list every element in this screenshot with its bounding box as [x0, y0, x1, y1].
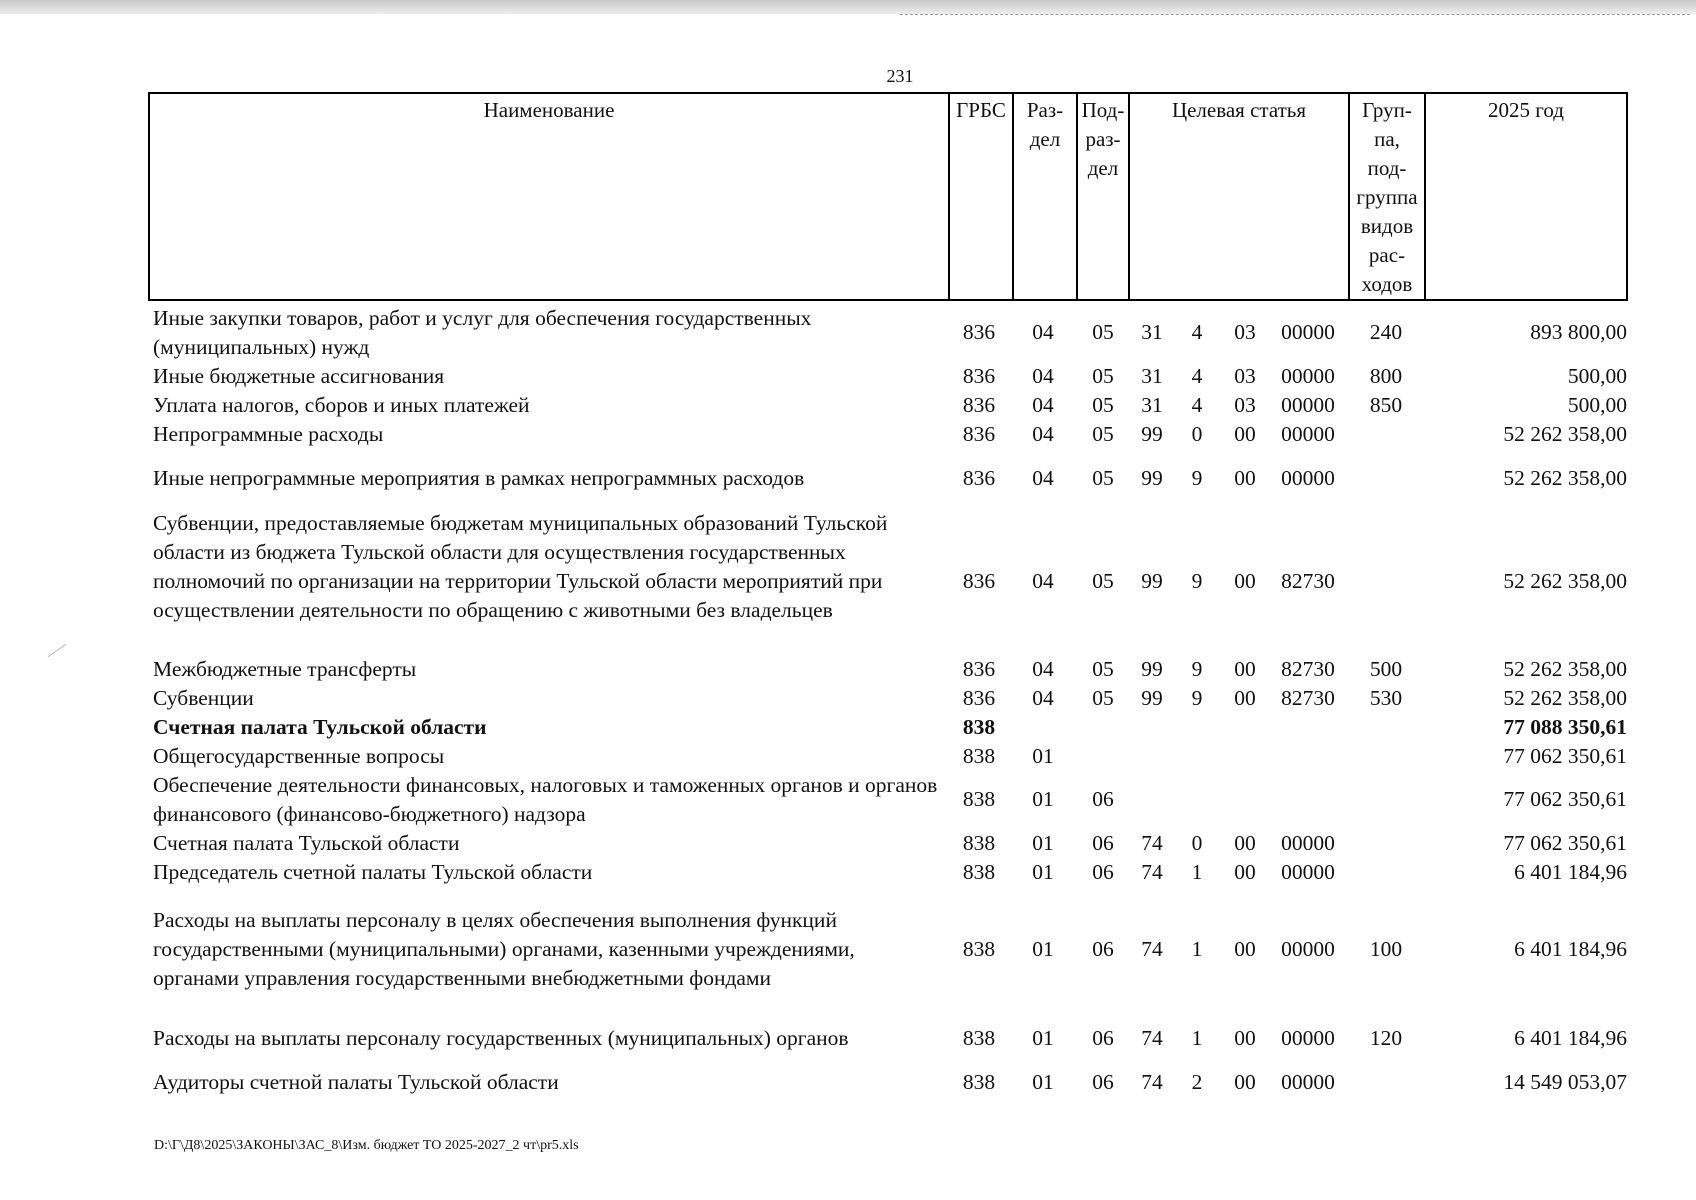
footer-file-path: D:\Г\Д8\2025\ЗАКОНЫ\ЗАС_8\Изм. бюджет ТО 2025-2027_2 чт\pr5.xls: [154, 1138, 579, 1153]
margin-mark: [48, 644, 67, 657]
header-name: Наименование: [150, 94, 950, 299]
header-podrazdel: Под- раз- дел: [1078, 94, 1130, 299]
header-razdel: Раз- дел: [1014, 94, 1078, 299]
table-header: [148, 92, 1628, 301]
page-number: 231: [886, 66, 914, 86]
scan-edge: [0, 0, 1696, 14]
scan-dashed-line: [900, 14, 1690, 15]
header-target-article: Целевая статья: [1130, 94, 1350, 299]
header-grbs: ГРБС: [950, 94, 1014, 299]
header-expense-group: Груп- па, под- группа видов рас- ходов: [1350, 94, 1426, 299]
header-year: 2025 год: [1488, 98, 1564, 122]
